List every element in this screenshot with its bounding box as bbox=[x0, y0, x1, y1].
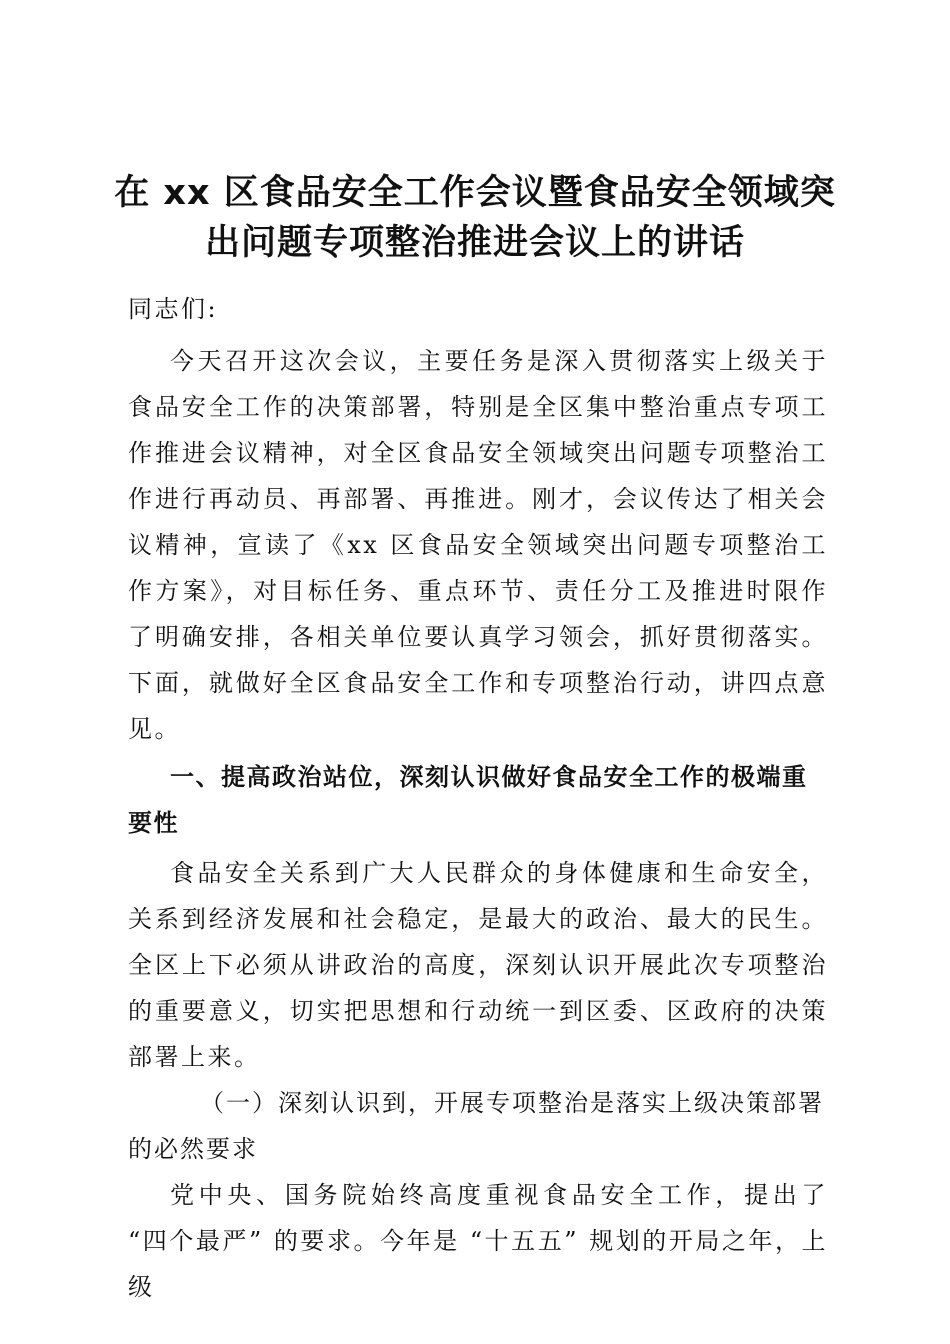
greeting: 同志们: bbox=[128, 295, 219, 323]
section-heading-1: 一、提高政治站位，深刻认识做好食品安全工作的极端重要性 bbox=[128, 763, 808, 837]
title-line-2: 出问题专项整治推进会议上的讲话 bbox=[204, 223, 745, 263]
document-body bbox=[128, 286, 828, 1310]
paragraph-subsection-1: 党中央、国务院始终高度重视食品安全工作，提出了 “四个最严” 的要求。今年是 “十五五” 规划的开局之年，上级 bbox=[128, 1181, 828, 1301]
subsection-heading-1: （一）深刻认识到，开展专项整治是落实上级决策部署的必然要求 bbox=[128, 1089, 824, 1163]
document-title bbox=[110, 168, 840, 268]
paragraph-section-1: 食品安全关系到广大人民群众的身体健康和生命安全，关系到经济发展和社会稳定，是最大的政治、最大的民生。全区上下必须从讲政治的高度，深刻认识开展此次专项整治的重要意义，切实把思想和行动统一到区委、区政府的决策部署上来。 bbox=[128, 859, 828, 1071]
title-line-1: 在 xx 区食品安全工作会议暨食品安全领域突 bbox=[114, 173, 836, 213]
paragraph-intro: 今天召开这次会议，主要任务是深入贯彻落实上级关于食品安全工作的决策部署，特别是全区集中整治重点专项工作推进会议精神，对全区食品安全领域突出问题专项整治工作进行再动员、再部署、再推进。刚才，会议传达了相关会议精神，宣读了《xx 区食品安全领域突出问题专项整治工作方案》，对目标任务、重点环节、责任分工及推进时限作了明确安排，各相关单位要认真学习领会，抓好贯彻落实。下面，就做好全区食品安全工作和专项整治行动，讲四点意见。 bbox=[128, 347, 828, 743]
